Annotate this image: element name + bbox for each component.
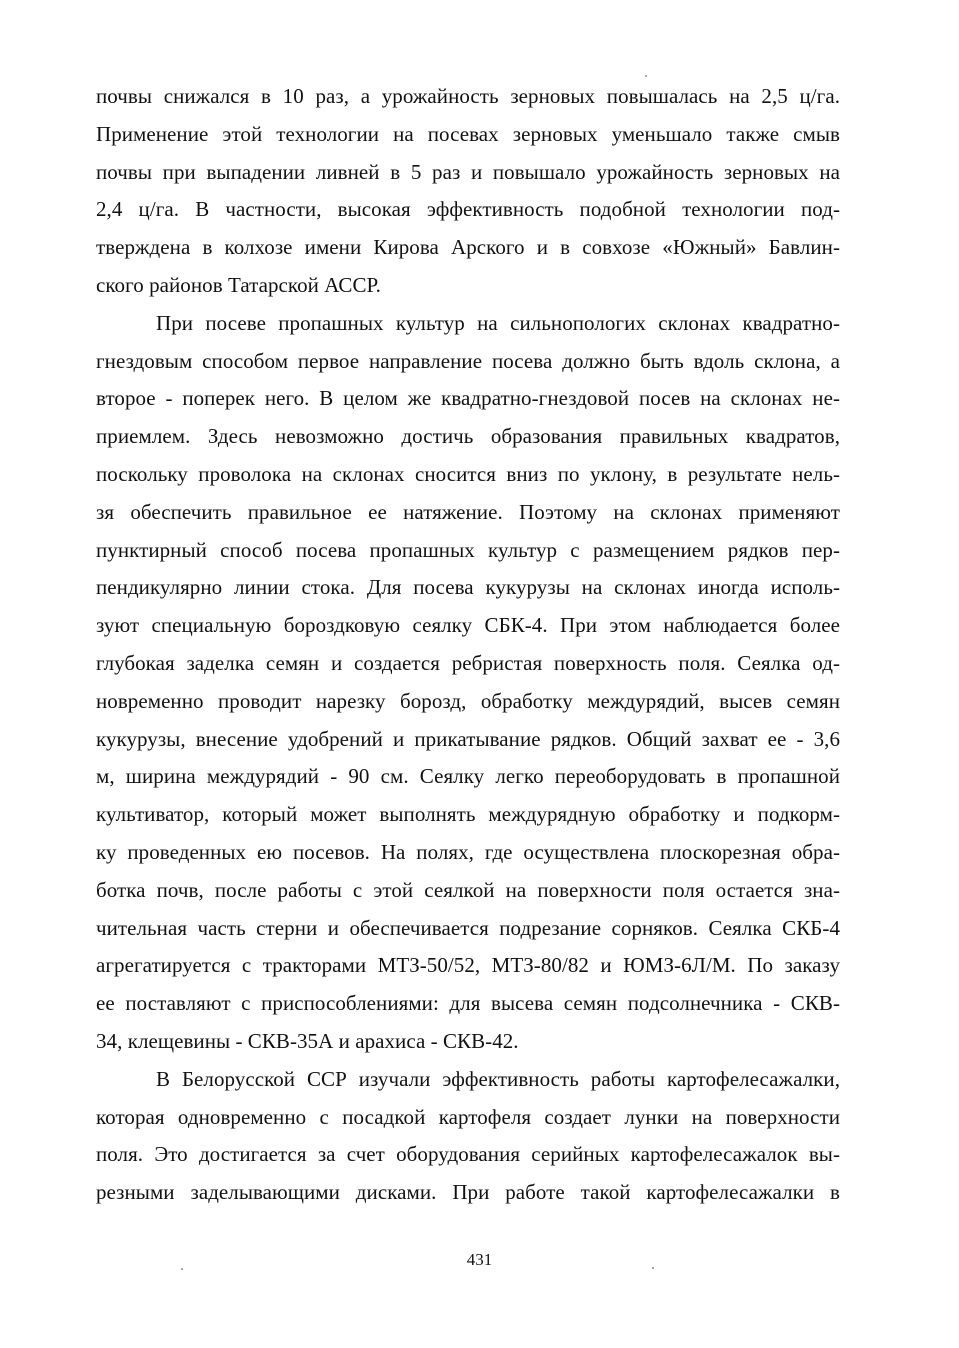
text-line: 34, клещевины - СКВ-35А и арахиса - СКВ-42. <box>96 1028 519 1053</box>
text-line: кукурузы, внесение удобрений и прикатывание рядков. Общий захват ее - 3,6 <box>96 726 840 751</box>
text-line: резными заделывающими дисками. При работе такой картофелесажалки в <box>96 1180 840 1205</box>
text-line: почвы снижался в 10 раз, а урожайность зерновых повышалась на 2,5 ц/га. <box>96 84 840 108</box>
text-line: поля. Это достигается за счет оборудования серийных картофелесажалок вы- <box>96 1142 840 1167</box>
text-line: приемлем. Здесь невозможно достичь образования правильных квадратов, <box>96 424 840 449</box>
text-line: гнездовым способом первое направление посева должно быть вдоль склона, а <box>96 348 840 373</box>
text-line: второе - поперек него. В целом же квадратно-гнездовой посев на склонах не- <box>96 386 840 411</box>
text-line: которая одновременно с посадкой картофеля создает лунки на поверхности <box>96 1104 840 1129</box>
text-line: ского районов Татарской АССР. <box>96 272 381 297</box>
text-line: зя обеспечить правильное ее натяжение. Поэтому на склонах применяют <box>96 499 840 524</box>
text-line: пунктирный способ посева пропашных культур с размещением рядков пер- <box>96 537 840 562</box>
text-line: поскольку проволока на склонах сносится вниз по уклону, в результате нель- <box>96 461 840 486</box>
text-line: ботка почв, после работы с этой сеялкой на поверхности поля остается зна- <box>96 877 840 902</box>
text-line: почвы при выпадении ливней в 5 раз и повышало урожайность зерновых на <box>96 159 840 184</box>
text-line: глубокая заделка семян и создается ребристая поверхность поля. Сеялка од- <box>96 650 840 675</box>
text-line: чительная часть стерни и обеспечивается подрезание сорняков. Сеялка СКБ-4 <box>96 915 840 940</box>
text-line: Применение этой технологии на посевах зерновых уменьшало также смыв <box>96 121 840 146</box>
page-number: 431 <box>466 1250 493 1269</box>
text-line: ее поставляют с приспособлениями: для высева семян подсолнечника - СКВ- <box>96 991 840 1016</box>
text-line: зуют специальную бороздковую сеялку СБК-4. При этом наблюдается более <box>96 613 840 638</box>
paragraph-1 <box>96 78 840 305</box>
paragraph-2 <box>96 305 840 1061</box>
text-line: При посеве пропашных культур на сильнопологих склонах квадратно- <box>156 310 840 335</box>
text-line: 2,4 ц/га. В частности, высокая эффективность подобной технологии под- <box>96 197 840 222</box>
scan-speck <box>645 75 647 77</box>
text-line: агрегатируется с тракторами МТЗ-50/52, МТЗ-80/82 и ЮМЗ-6Л/М. По заказу <box>96 953 840 978</box>
scan-speck <box>652 1267 654 1269</box>
text-line: тверждена в колхозе имени Кирова Арского и в совхозе «Южный» Бавлин- <box>96 235 840 260</box>
text-line: ку проведенных ею посевов. На полях, где осуществлена плоскорезная обра- <box>96 839 840 864</box>
scan-speck <box>181 1268 183 1270</box>
text-line: В Белорусской ССР изучали эффективность работы картофелесажалки, <box>156 1066 840 1091</box>
paragraph-3 <box>96 1061 840 1212</box>
text-line: пендикулярно линии стока. Для посева кукурузы на склонах иногда исполь- <box>96 575 840 600</box>
page-body <box>96 78 840 1212</box>
text-line: новременно проводит нарезку борозд, обработку междурядий, высев семян <box>96 688 840 713</box>
text-line: культиватор, который может выполнять междурядную обработку и подкорм- <box>96 802 840 827</box>
text-line: м, ширина междурядий - 90 см. Сеялку легко переоборудовать в пропашной <box>96 764 840 789</box>
